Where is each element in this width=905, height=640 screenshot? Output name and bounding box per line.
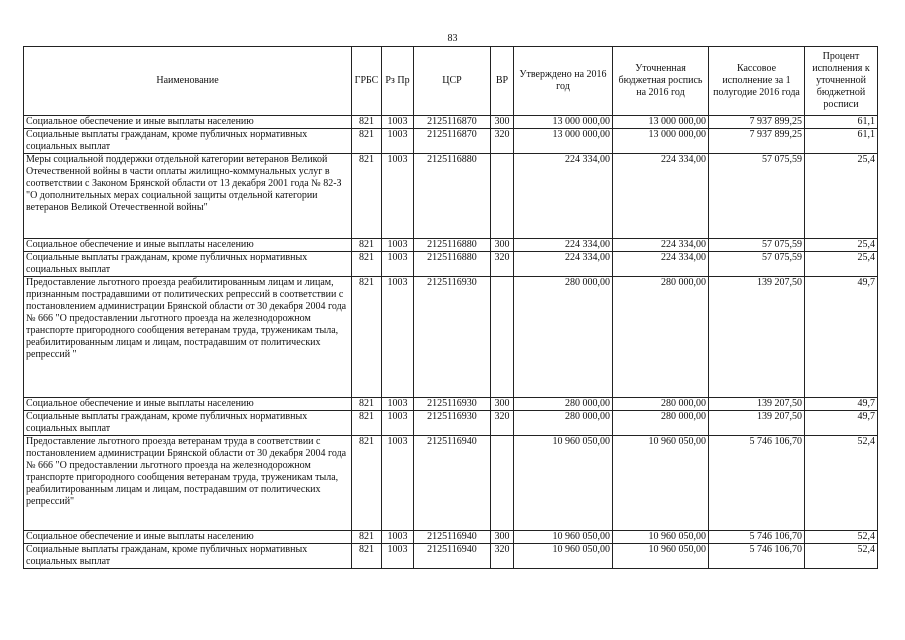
cell-grbs: 821 [352,436,382,531]
table-header-row [24,47,878,116]
header-refined: Уточненная бюджетная роспись на 2016 год [613,47,709,116]
cell-percent: 25,4 [805,154,878,239]
cell-grbs: 821 [352,277,382,398]
cell-percent: 49,7 [805,411,878,436]
cell-name: Социальные выплаты гражданам, кроме публичных нормативных социальных выплат [24,544,352,569]
cell-refined: 13 000 000,00 [613,129,709,154]
cell-name: Предоставление льготного проезда реабилитированным лицам и лицам, признанным пострадавшими от политических репрессий в соответствии с постановлением администрации Брянской области от 30 декабря 2004 года № 666 "О предоставлении льготного проезда на железнодорожном транспорте пригородного сообщения ветеранам труда, труженикам тыла, реабилитированным лицам и лицам, пострадавшим от политических репрессий " [24,277,352,398]
cell-csr: 2125116940 [414,531,491,544]
table-row [24,252,878,277]
cell-refined: 10 960 050,00 [613,544,709,569]
cell-vr: 320 [491,411,514,436]
cell-percent: 61,1 [805,116,878,129]
cell-grbs: 821 [352,398,382,411]
cell-cash: 57 075,59 [709,154,805,239]
cell-csr: 2125116940 [414,436,491,531]
cell-percent: 25,4 [805,252,878,277]
cell-name: Предоставление льготного проезда ветеранам труда в соответствии с постановлением администрации Брянской области от 30 декабря 2004 года № 666 "О предоставлении льготного проезда на железнодорожном транспорте пригородного сообщения ветеранам труда, труженикам тыла, реабилитированным лицам и лицам, пострадавшим от политических репрессий" [24,436,352,531]
cell-percent: 52,4 [805,436,878,531]
table-row [24,154,878,239]
cell-cash: 7 937 899,25 [709,129,805,154]
cell-cash: 139 207,50 [709,277,805,398]
cell-rz-pr: 1003 [382,154,414,239]
cell-grbs: 821 [352,544,382,569]
cell-name: Меры социальной поддержки отдельной категории ветеранов Великой Отечественной войны в части оплаты жилищно-коммунальных услуг в соответствии с Законом Брянской области от 13 декабря 2001 года № 82-З "О дополнительных мерах социальной защиты отдельной категории ветеранов Великой Отечественной войны" [24,154,352,239]
cell-vr [491,436,514,531]
cell-vr: 300 [491,116,514,129]
cell-vr: 300 [491,531,514,544]
cell-grbs: 821 [352,252,382,277]
table-row [24,436,878,531]
header-vr: ВР [491,47,514,116]
table-row [24,531,878,544]
table-row [24,277,878,398]
cell-cash: 5 746 106,70 [709,436,805,531]
cell-approved: 224 334,00 [514,252,613,277]
cell-approved: 13 000 000,00 [514,116,613,129]
cell-refined: 280 000,00 [613,277,709,398]
cell-grbs: 821 [352,154,382,239]
cell-rz-pr: 1003 [382,436,414,531]
cell-name: Социальное обеспечение и иные выплаты населению [24,239,352,252]
cell-refined: 224 334,00 [613,252,709,277]
cell-cash: 7 937 899,25 [709,116,805,129]
header-percent: Процент исполнения к уточненной бюджетной росписи [805,47,878,116]
cell-csr: 2125116880 [414,154,491,239]
cell-percent: 49,7 [805,398,878,411]
cell-percent: 25,4 [805,239,878,252]
table-row [24,116,878,129]
cell-name: Социальное обеспечение и иные выплаты населению [24,116,352,129]
cell-vr: 320 [491,544,514,569]
cell-refined: 10 960 050,00 [613,436,709,531]
cell-vr: 320 [491,252,514,277]
header-csr: ЦСР [414,47,491,116]
table-row [24,544,878,569]
cell-approved: 13 000 000,00 [514,129,613,154]
cell-refined: 224 334,00 [613,239,709,252]
cell-name: Социальные выплаты гражданам, кроме публичных нормативных социальных выплат [24,411,352,436]
cell-refined: 224 334,00 [613,154,709,239]
cell-name: Социальные выплаты гражданам, кроме публичных нормативных социальных выплат [24,129,352,154]
cell-rz-pr: 1003 [382,411,414,436]
cell-csr: 2125116870 [414,129,491,154]
cell-cash: 139 207,50 [709,398,805,411]
cell-grbs: 821 [352,531,382,544]
header-name: Наименование [24,47,352,116]
cell-refined: 280 000,00 [613,398,709,411]
cell-grbs: 821 [352,411,382,436]
header-cash: Кассовое исполнение за 1 полугодие 2016 года [709,47,805,116]
cell-approved: 10 960 050,00 [514,531,613,544]
cell-percent: 52,4 [805,531,878,544]
cell-approved: 224 334,00 [514,239,613,252]
header-rz-pr: Рз Пр [382,47,414,116]
cell-rz-pr: 1003 [382,252,414,277]
cell-grbs: 821 [352,129,382,154]
table-row [24,398,878,411]
cell-grbs: 821 [352,116,382,129]
cell-refined: 280 000,00 [613,411,709,436]
cell-name: Социальное обеспечение и иные выплаты населению [24,398,352,411]
cell-csr: 2125116930 [414,277,491,398]
cell-cash: 139 207,50 [709,411,805,436]
cell-refined: 10 960 050,00 [613,531,709,544]
cell-rz-pr: 1003 [382,116,414,129]
cell-vr [491,277,514,398]
cell-approved: 280 000,00 [514,277,613,398]
cell-vr [491,154,514,239]
cell-csr: 2125116930 [414,411,491,436]
table-row [24,129,878,154]
cell-vr: 320 [491,129,514,154]
cell-cash: 57 075,59 [709,252,805,277]
cell-cash: 5 746 106,70 [709,544,805,569]
cell-name: Социальное обеспечение и иные выплаты населению [24,531,352,544]
cell-name: Социальные выплаты гражданам, кроме публичных нормативных социальных выплат [24,252,352,277]
cell-vr: 300 [491,398,514,411]
cell-rz-pr: 1003 [382,544,414,569]
table-row [24,239,878,252]
header-approved: Утверждено на 2016 год [514,47,613,116]
cell-percent: 52,4 [805,544,878,569]
cell-rz-pr: 1003 [382,129,414,154]
cell-csr: 2125116880 [414,239,491,252]
cell-refined: 13 000 000,00 [613,116,709,129]
cell-rz-pr: 1003 [382,531,414,544]
cell-csr: 2125116930 [414,398,491,411]
page-number: 83 [447,33,458,44]
cell-cash: 57 075,59 [709,239,805,252]
cell-percent: 61,1 [805,129,878,154]
cell-approved: 10 960 050,00 [514,436,613,531]
table-row [24,411,878,436]
cell-percent: 49,7 [805,277,878,398]
cell-rz-pr: 1003 [382,239,414,252]
cell-vr: 300 [491,239,514,252]
cell-cash: 5 746 106,70 [709,531,805,544]
cell-grbs: 821 [352,239,382,252]
cell-approved: 280 000,00 [514,398,613,411]
cell-approved: 10 960 050,00 [514,544,613,569]
cell-rz-pr: 1003 [382,277,414,398]
cell-csr: 2125116940 [414,544,491,569]
budget-table [23,46,878,569]
header-grbs: ГРБС [352,47,382,116]
cell-csr: 2125116870 [414,116,491,129]
cell-rz-pr: 1003 [382,398,414,411]
cell-approved: 280 000,00 [514,411,613,436]
cell-approved: 224 334,00 [514,154,613,239]
cell-csr: 2125116880 [414,252,491,277]
